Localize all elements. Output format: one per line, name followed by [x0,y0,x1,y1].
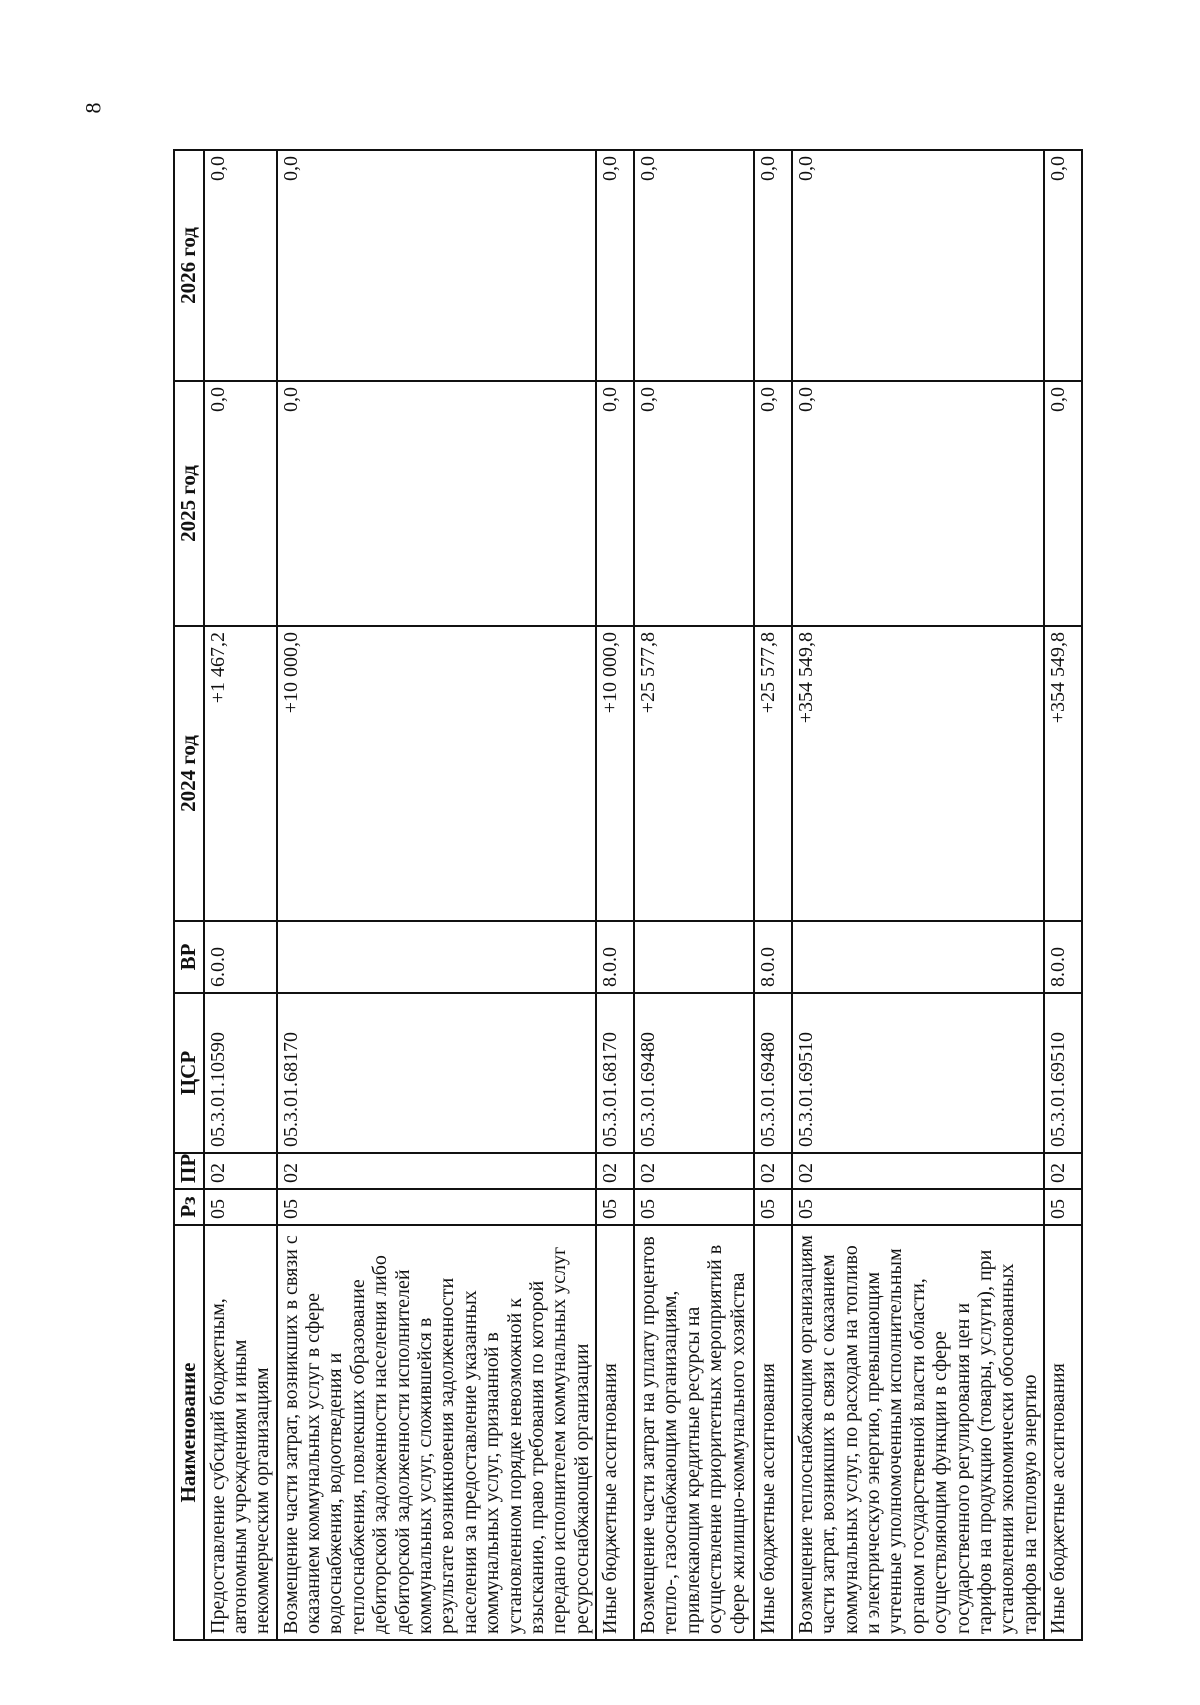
cell-rz: 05 [1044,1189,1082,1225]
cell-name: Возмещение части затрат на уплату процентов тепло-, газоснабжающим организациям, привлекающим кредитные ресурсы на осуществление приоритетных мероприятий в сфере жилищно-коммунального хозяйства [634,1225,754,1640]
cell-csr: 05.3.01.68170 [277,993,596,1153]
cell-2024: +10 000,0 [277,626,596,921]
cell-vr [634,921,754,993]
page-number: 8 [80,102,106,114]
cell-vr: 6.0.0 [204,921,277,993]
header-name: Наименование [174,1225,204,1640]
table-row [1044,150,1082,1640]
header-csr: ЦСР [174,993,204,1153]
cell-2025: 0,0 [596,381,634,626]
cell-2026: 0,0 [1044,150,1082,381]
table-row [596,150,634,1640]
cell-vr [792,921,1044,993]
cell-csr: 05.3.01.69510 [792,993,1044,1153]
cell-2024: +25 577,8 [634,626,754,921]
cell-pr: 02 [634,1153,754,1189]
table-row [792,150,1044,1640]
cell-name: Иные бюджетные ассигнования [596,1225,634,1640]
cell-2025: 0,0 [634,381,754,626]
table-header-row [174,150,204,1640]
header-vr: ВР [174,921,204,993]
cell-2024: +354 549,8 [1044,626,1082,921]
cell-2024: +1 467,2 [204,626,277,921]
cell-rz: 05 [277,1189,596,1225]
cell-2026: 0,0 [754,150,792,381]
header-2026: 2026 год [174,150,204,381]
header-pr: ПР [174,1153,204,1189]
document-frame [173,151,1083,1641]
cell-rz: 05 [754,1189,792,1225]
cell-2026: 0,0 [596,150,634,381]
table-row [277,150,596,1640]
cell-name: Иные бюджетные ассигнования [1044,1225,1082,1640]
cell-rz: 05 [596,1189,634,1225]
cell-pr: 02 [596,1153,634,1189]
cell-pr: 02 [1044,1153,1082,1189]
cell-csr: 05.3.01.69480 [754,993,792,1153]
table-row [204,150,277,1640]
cell-2024: +10 000,0 [596,626,634,921]
cell-2026: 0,0 [204,150,277,381]
budget-table [173,149,1083,1641]
cell-name: Возмещение части затрат, возникших в связи с оказанием коммунальных услуг в сфере водоснабжения, водоотведения и теплоснабжения, повлекших образование дебиторской задолженности населения либо дебиторской задолженности исполнителей коммунальных услуг, сложившейся в результате возникновения задолженности населения за предоставление указанных коммунальных услуг, признанной в установленном порядке невозможной к взысканию, право требования по которой передано исполнителем коммунальных услуг ресурсоснабжающей организации [277,1225,596,1640]
cell-pr: 02 [792,1153,1044,1189]
cell-vr: 8.0.0 [754,921,792,993]
table-row [754,150,792,1640]
cell-2024: +354 549,8 [792,626,1044,921]
cell-rz: 05 [204,1189,277,1225]
cell-csr: 05.3.01.10590 [204,993,277,1153]
cell-2026: 0,0 [792,150,1044,381]
cell-pr: 02 [277,1153,596,1189]
header-rz: Рз [174,1189,204,1225]
cell-rz: 05 [792,1189,1044,1225]
cell-csr: 05.3.01.69510 [1044,993,1082,1153]
cell-vr [277,921,596,993]
cell-pr: 02 [204,1153,277,1189]
header-2024: 2024 год [174,626,204,921]
cell-2025: 0,0 [204,381,277,626]
cell-2024: +25 577,8 [754,626,792,921]
cell-csr: 05.3.01.68170 [596,993,634,1153]
cell-2025: 0,0 [277,381,596,626]
cell-2025: 0,0 [1044,381,1082,626]
cell-name: Иные бюджетные ассигнования [754,1225,792,1640]
cell-name: Возмещение теплоснабжающим организациям части затрат, возникших в связи с оказанием коммунальных услуг, по расходам на топливо и электрическую энергию, превышающим учтенные уполномоченным исполнительным органом государственной власти области, осуществляющим функции в сфере государственного регулирования цен и тарифов на продукцию (товары, услуги), при установлении экономически обоснованных тарифов на тепловую энергию [792,1225,1044,1640]
cell-csr: 05.3.01.69480 [634,993,754,1153]
cell-name: Предоставление субсидий бюджетным, автономным учреждениям и иным некоммерческим организациям [204,1225,277,1640]
cell-2025: 0,0 [792,381,1044,626]
cell-pr: 02 [754,1153,792,1189]
rotated-table-wrapper [173,151,1083,1641]
cell-vr: 8.0.0 [596,921,634,993]
cell-vr: 8.0.0 [1044,921,1082,993]
cell-2026: 0,0 [634,150,754,381]
cell-rz: 05 [634,1189,754,1225]
cell-2025: 0,0 [754,381,792,626]
table-row [634,150,754,1640]
cell-2026: 0,0 [277,150,596,381]
header-2025: 2025 год [174,381,204,626]
